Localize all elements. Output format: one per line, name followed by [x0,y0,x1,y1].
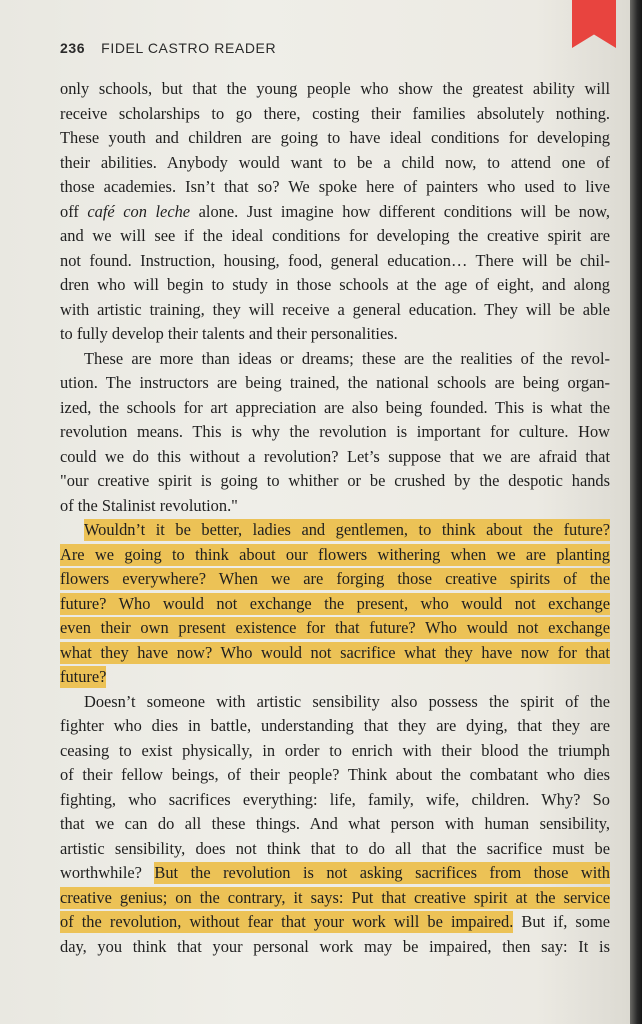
text-line [60,714,610,739]
highlighted-text: of the revolution, without fear that your work will be impaired. [60,912,514,931]
text-line [60,102,610,127]
body-text [60,77,610,959]
text-segment: of their fellow beings, of their people? Think about the combatant who dies [60,765,610,784]
text-segment: to fully develop their talents and their personalities. [60,324,398,343]
paragraph [60,690,610,960]
text-line [60,641,610,666]
paragraph [60,347,610,519]
running-head [60,40,276,56]
text-line [60,420,610,445]
highlighted-text: future? Who would not exchange the present, who would not exchange [60,593,610,613]
running-title: FIDEL CASTRO READER [101,40,277,56]
text-line [60,445,610,470]
text-segment: revolution means. This is why the revolution is important for culture. How [60,422,610,441]
text-line [60,567,610,592]
text-segment: "our creative spirit is going to whither or be crushed by the despotic hands [60,471,610,490]
text-line [60,837,610,862]
highlighted-text: But the revolution is not asking sacrifices from those with [154,863,611,882]
text-line [60,592,610,617]
text-segment: could we do this without a revolution? Let’s suppose that we are afraid that [60,446,610,466]
text-line [60,788,610,813]
text-segment: These youth and children are going to have ideal conditions for developing [60,128,610,147]
highlighted-text: future? [60,667,107,686]
text-segment: those academies. Isn’t that so? We spoke here of painters who used to live [60,177,610,196]
text-line [60,126,610,151]
highlighted-text: creative genius; on the contrary, it says: Put that creative spirit at the service [60,887,610,907]
text-segment: receive scholarships to go there, costing their families absolutely nothing. [60,103,610,123]
text-segment: and we will see if the ideal conditions for developing the creative spirit are [60,226,610,245]
text-line [60,690,610,715]
text-line [60,861,610,886]
text-line [60,812,610,837]
text-segment: day, you think that your personal work may be impaired, then say: It is [60,936,610,956]
text-line [60,249,610,274]
highlighted-text: Are we going to think about our flowers withering when we are planting [60,544,610,564]
highlighted-text: what they have now? Who would not sacrifice what they have now for that [60,642,610,662]
text-segment: only schools, but that the young people who show the greatest ability will [60,79,610,98]
text-line [60,273,610,298]
text-line [60,886,610,911]
text-line [60,665,610,690]
bookmark-ribbon-icon[interactable] [572,0,616,48]
text-segment: worthwhile? [60,863,155,882]
text-segment: of the Stalinist revolution." [60,495,238,515]
text-segment: that we can do all these things. And what person with human sensibility, [60,814,610,833]
text-line [60,469,610,494]
text-segment: their abilities. Anybody would want to be a child now, to attend one of [60,152,610,172]
text-line [60,396,610,421]
text-line [60,739,610,764]
text-line [60,77,610,102]
text-segment: ized, the schools for art appreciation are also being founded. This is what the [60,397,610,417]
text-segment: alone. Just imagine how different conditions will be now, [190,201,610,221]
text-line [60,224,610,249]
text-line [60,347,610,372]
highlighted-text: even their own present existence for that future? Who would not exchange [60,618,610,637]
text-line [60,175,610,200]
text-segment: fighting, who sacrifices everything: life, family, wife, children. Why? So [60,789,610,809]
text-line [60,298,610,323]
text-line [60,763,610,788]
text-segment: fighter who dies in battle, understanding that they are dying, that they are [60,716,610,735]
text-line [60,151,610,176]
text-segment: Doesn’t someone with artistic sensibility also possess the spirit of the [84,691,610,711]
paragraph [60,77,610,347]
text-segment: But if, some [513,912,610,931]
text-segment: off [60,201,88,221]
page-edge [630,0,642,1024]
paragraph [60,518,610,690]
text-line [60,371,610,396]
highlighted-text: flowers everywhere? When we are forging those creative spirits of the [60,569,610,588]
text-segment: ution. The instructors are being trained, the national schools are being organ- [60,373,610,392]
text-line [60,518,610,543]
text-line [60,200,610,225]
text-segment: not found. Instruction, housing, food, general education… There will be chil- [60,250,610,270]
text-line [60,935,610,960]
text-line [60,322,610,347]
text-line [60,543,610,568]
text-line [60,616,610,641]
text-segment: ceasing to exist physically, in order to enrich with their blood the triumph [60,740,610,760]
text-segment: café con leche [87,201,191,221]
text-segment: with artistic training, they will receive a general education. They will be able [60,299,610,319]
text-line [60,910,610,935]
text-segment: These are more than ideas or dreams; these are the realities of the revol- [84,348,610,368]
page-number: 236 [60,40,86,56]
text-line [60,494,610,519]
highlighted-text: Wouldn’t it be better, ladies and gentlemen, to think about the future? [84,520,610,539]
text-segment: artistic sensibility, does not think that to do all that the sacrifice must be [60,838,610,858]
text-segment: dren who will begin to study in those schools at the age of eight, and along [60,275,610,294]
